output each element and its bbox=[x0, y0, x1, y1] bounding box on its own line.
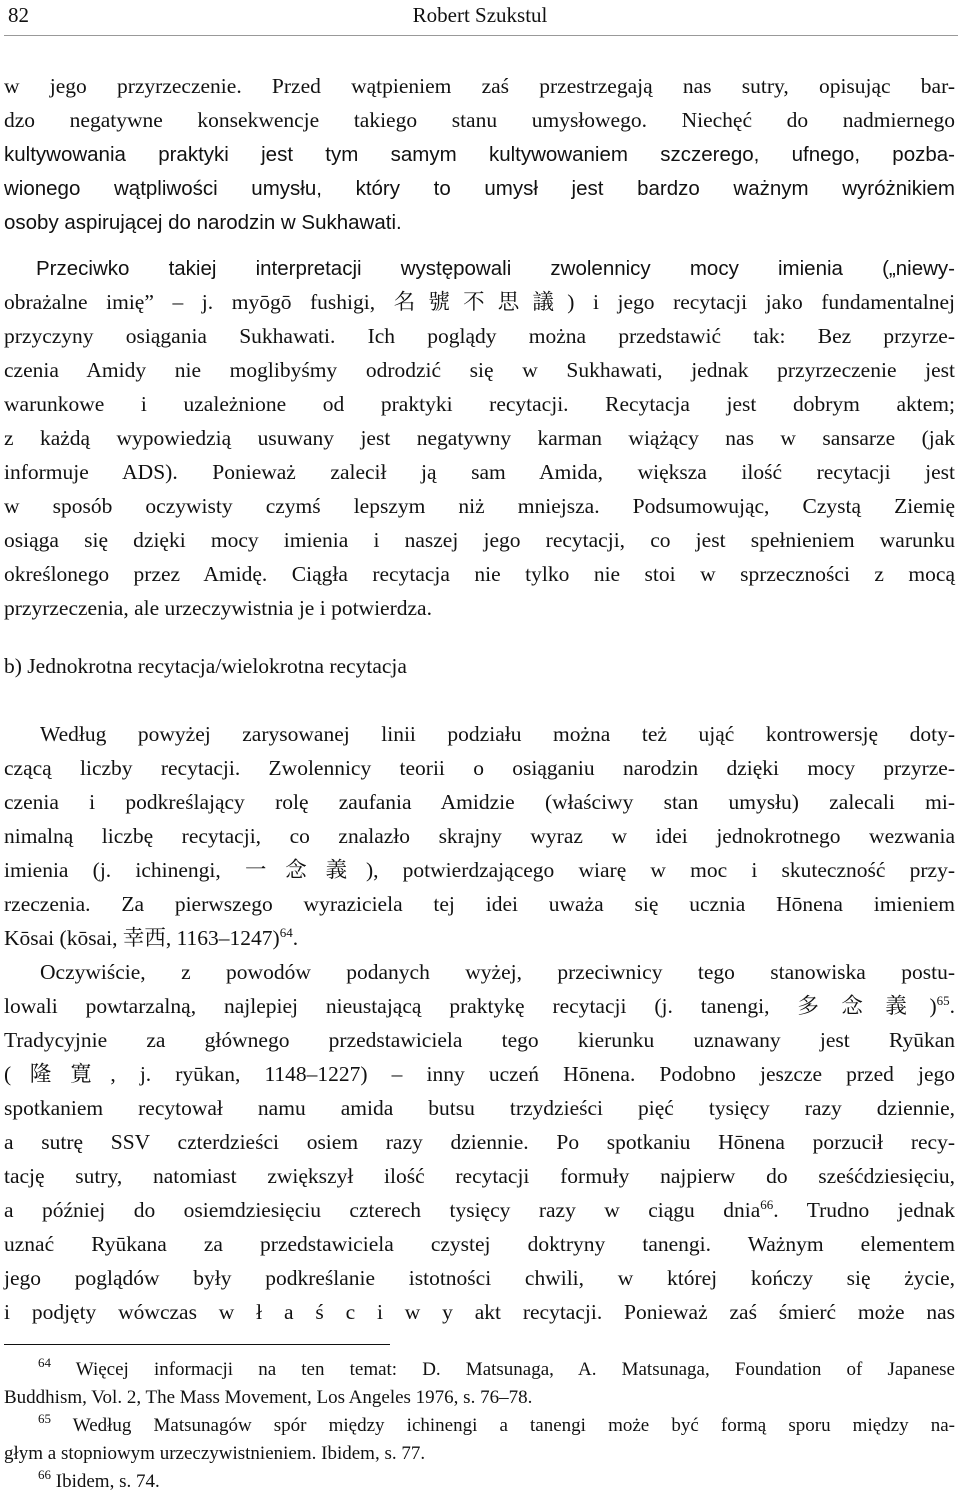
body-line: uznać Ryūkana za przedstawiciela czystej doktryny tanengi. Ważnym elementem bbox=[4, 1232, 955, 1256]
body-line-tail: . bbox=[292, 926, 299, 950]
body-line bbox=[4, 1194, 955, 1227]
footnote-text: Ibidem, s. 74. bbox=[55, 1471, 160, 1492]
body-line: (隆寛, j. ryūkan, 1148–1227) – inny uczeń Hōnena. Podobno jeszcze przed jego bbox=[4, 1062, 955, 1086]
footnote-65-cont: głym a stopniowym urzeczywistnieniem. Ibidem, s. 77. bbox=[4, 1443, 426, 1464]
body-line: Oczywiście, z powodów podanych wyżej, przeciwnicy tego stanowiska postu- bbox=[40, 960, 955, 984]
footnote-ref-66[interactable]: 66 bbox=[760, 1197, 774, 1212]
body-line: dzo negatywne konsekwencje takiego stanu umysłowego. Niechęć do nadmiernego bbox=[4, 108, 955, 132]
footnote-number: 65 bbox=[38, 1411, 51, 1426]
body-line: w jego przyrzeczenie. Przed wątpieniem zaś przestrzegają nas sutry, opisując bar- bbox=[4, 74, 955, 98]
body-line: obrażalne imię” – j. myōgō fushigi, 名號不思議) i jego recytacji jako fundamentalnej bbox=[4, 290, 955, 314]
body-line: rzeczenia. Za pierwszego wyraziciela tej idei uważa się ucznia Hōnena imieniem bbox=[4, 892, 955, 916]
footnote-65 bbox=[4, 1412, 955, 1440]
body-line: warunkowe i uzależnione od praktyki recytacji. Recytacja jest dobrym aktem; bbox=[4, 392, 955, 416]
body-line-text: Kōsai (kōsai, 幸西, 1163–1247) bbox=[4, 926, 280, 950]
header-rule bbox=[4, 35, 958, 36]
body-line-text: a później do osiemdziesięciu czterech tysięcy razy w ciągu dnia bbox=[4, 1198, 761, 1222]
footnote-number: 64 bbox=[38, 1355, 51, 1370]
body-line-tail: . Trudno jednak bbox=[773, 1198, 955, 1222]
body-line: i podjęty wówczas w ł a ś c i w y akt recytacji. Ponieważ zaś śmierć może nas bbox=[4, 1300, 955, 1324]
running-head: Robert Szukstul bbox=[412, 3, 548, 27]
body-line: imienia (j. ichinengi, 一念義), potwierdzającego wiarę w moc i skuteczność przy- bbox=[4, 858, 955, 882]
body-line: przyrzeczenia, ale urzeczywistnia je i potwierdza. bbox=[4, 596, 432, 620]
footnote-number: 66 bbox=[38, 1467, 51, 1482]
section-heading: b) Jednokrotna recytacja/wielokrotna recytacja bbox=[4, 654, 407, 678]
body-line: osiąga się dzięki mocy imienia i naszej jego recytacji, co jest spełnieniem warunku bbox=[4, 528, 955, 552]
body-line: jego poglądów były podkreślanie istotności chwili, w której kończy się życie, bbox=[4, 1266, 955, 1290]
body-line: Przeciwko takiej interpretacji występowali zwolennicy mocy imienia („niewy- bbox=[36, 257, 955, 280]
footnote-ref-64[interactable]: 64 bbox=[279, 925, 293, 940]
footnote-text: Więcej informacji na ten temat: D. Matsunaga, A. Matsunaga, Foundation of Japanese bbox=[75, 1359, 955, 1380]
body-line: przyczyny osiągania Sukhawati. Ich poglądy można przedstawić tak: Bez przyrze- bbox=[4, 324, 955, 348]
body-line: kultywowania praktyki jest tym samym kultywowaniem szczerego, ufnego, pozba- bbox=[4, 143, 955, 166]
body-line: wionego wątpliwości umysłu, który to umysł jest bardzo ważnym wyróżnikiem bbox=[4, 177, 955, 200]
body-line-text: lowali powtarzalną, najlepiej nieustającą praktykę recytacji (j. tanengi, 多念義) bbox=[4, 994, 937, 1018]
body-line: a sutrę SSV czterdzieści osiem razy dziennie. Po spotkaniu Hōnena porzucił recy- bbox=[4, 1130, 955, 1154]
body-line: czenia Amidy nie moglibyśmy odrodzić się w Sukhawati, jednak przyrzeczenie jest bbox=[4, 358, 955, 382]
body-line: osoby aspirującej do narodzin w Sukhawati. bbox=[4, 211, 402, 234]
body-line: Według powyżej zarysowanej linii podziału można też ująć kontrowersję doty- bbox=[40, 722, 955, 746]
body-line: informuje ADS). Ponieważ zalecił ją sam Amida, większa ilość recytacji jest bbox=[4, 460, 955, 484]
body-line: Tradycyjnie za głównego przedstawiciela tego kierunku uznawany jest Ryūkan bbox=[4, 1028, 955, 1052]
body-line: określonego przez Amidę. Ciągła recytacja nie tylko nie stoi w sprzeczności z mocą bbox=[4, 562, 955, 586]
page-number: 82 bbox=[8, 3, 29, 27]
body-line: tację sutry, natomiast zwiększył ilość recytacji formuły najpierw do sześćdziesięciu, bbox=[4, 1164, 955, 1188]
body-line: w sposób oczywisty czymś lepszym niż mniejsza. Podsumowując, Czystą Ziemię bbox=[4, 494, 955, 518]
footnote-ref-65[interactable]: 65 bbox=[936, 993, 950, 1008]
footnote-rule bbox=[4, 1344, 390, 1345]
body-line: z każdą wypowiedzią usuwany jest negatywny karman wiążący nas w sansarze (jak bbox=[4, 426, 955, 450]
footnote-text: Według Matsunagów spór między ichinengi a tanengi może być formą sporu między na- bbox=[72, 1415, 955, 1436]
footnote-64-cont: Buddhism, Vol. 2, The Mass Movement, Los Angeles 1976, s. 76–78. bbox=[4, 1387, 533, 1408]
body-line bbox=[4, 990, 955, 1023]
body-line: czącą liczby recytacji. Zwolennicy teorii o osiąganiu narodzin dzięki mocy przyrze- bbox=[4, 756, 955, 780]
body-line: spotkaniem recytował namu amida butsu trzydzieści pięć tysięcy razy dziennie, bbox=[4, 1096, 955, 1120]
body-line bbox=[4, 922, 955, 955]
body-line: nimalną liczbę recytacji, co znalazło skrajny wyraz w idei jednokrotnego wezwania bbox=[4, 824, 955, 848]
body-line: czenia i podkreślający rolę zaufania Amidzie (właściwy stan umysłu) zalecali mi- bbox=[4, 790, 955, 814]
footnote-66 bbox=[4, 1468, 955, 1496]
body-line-tail: . bbox=[949, 994, 955, 1018]
footnote-64 bbox=[4, 1356, 955, 1384]
